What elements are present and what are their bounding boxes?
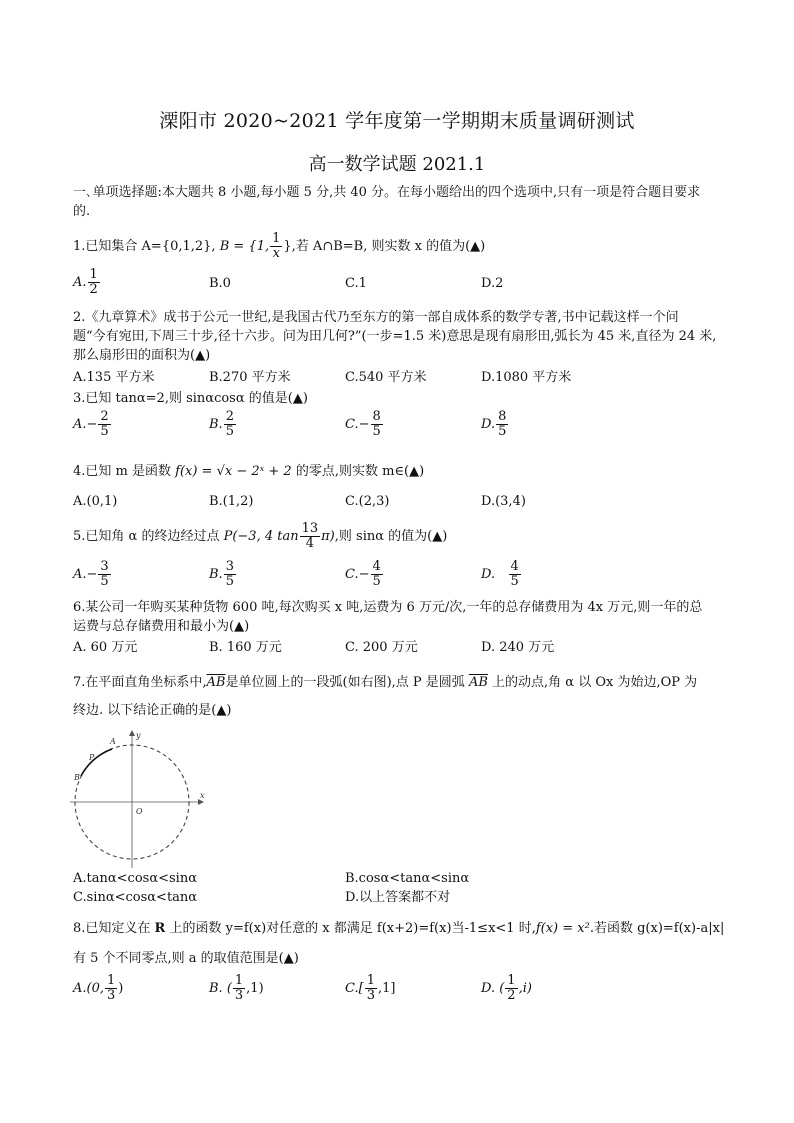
q8-option-d-num: 1 xyxy=(507,973,516,988)
q1-set-b-prefix: B = {1, xyxy=(219,239,270,254)
exam-title: 溧阳市 2020~2021 学年度第一学期期末质量调研测试 xyxy=(159,110,635,132)
q2-option-d[interactable]: D.1080 平方米 xyxy=(481,370,572,385)
q7-option-c[interactable]: C.sinα<cosα<tanα xyxy=(73,890,198,905)
q8-option-c-frac xyxy=(365,974,377,1003)
arc-ab xyxy=(81,749,112,776)
q8-option-d-den: 2 xyxy=(507,988,516,1003)
q3-option-a-frac xyxy=(98,410,110,439)
label-p: P xyxy=(89,753,95,762)
q5-option-c-label: C.− xyxy=(345,567,370,582)
section-intro-line2: 的. xyxy=(73,204,91,219)
q7-options-row2 xyxy=(73,890,733,920)
q8-option-a-den: 3 xyxy=(107,988,116,1003)
q6-option-a[interactable]: A. 60 万元 xyxy=(73,640,138,655)
q5-option-a-den: 5 xyxy=(100,574,109,589)
q5-point-pre: P(−3, 4 tan xyxy=(223,529,299,544)
q8-option-b-den: 3 xyxy=(234,988,244,1003)
q8-line1-b: 上的函数 y=f(x)对任意的 x 都满足 f(x+2)=f(x)当-1≤x<1 时, xyxy=(169,921,536,936)
q7-arc-ab-1: $\overline{AB}$ xyxy=(206,675,226,690)
q6-line1: 6.某公司一年购买某种货物 600 吨,每次购买 x 吨,运费为 6 万元/次,一年的总存储费用为 4x 万元,则一年的总 xyxy=(73,600,703,615)
q7-line1-c: 上的动点,角 α 以 Ox 为始边,OP 为 xyxy=(492,675,698,690)
q5-option-a-num: 3 xyxy=(100,559,109,574)
q3-option-a-den: 5 xyxy=(100,424,109,439)
q8-option-a-post: ) xyxy=(118,981,124,996)
q7-line1 xyxy=(73,675,697,691)
q2-line1: 2.《九章算术》成书于公元一世纪,是我国古代乃至东方的第一部自成体系的数学专著,书中记载这样一个问 xyxy=(73,310,679,325)
q1-option-b[interactable]: B.0 xyxy=(209,276,231,291)
q5-point-num: 13 xyxy=(301,521,319,536)
q8-option-a-num: 1 xyxy=(107,973,116,988)
q5-option-b[interactable] xyxy=(209,560,237,589)
q5-option-a-label: A.− xyxy=(73,567,98,582)
q2-line2: 题“今有宛田,下周三十步,径十六步。问为田几何?”(一步=1.5 米)意思是现有扇形田,弧长为 45 米,直径为 24 米, xyxy=(73,329,717,344)
q5-option-d-num: 4 xyxy=(510,559,519,574)
q2-option-c[interactable]: C.540 平方米 xyxy=(345,370,427,385)
q8-option-c-pre: C.[ xyxy=(345,981,364,996)
q8-option-b-frac xyxy=(233,974,245,1003)
q1-set-b-num: 1 xyxy=(272,231,281,246)
q3-option-d-den: 5 xyxy=(498,424,507,439)
q8-option-d[interactable] xyxy=(481,974,532,1003)
q5-option-a[interactable] xyxy=(73,560,112,589)
q1-stem-pre: 1.已知集合 A={0,1,2}, xyxy=(73,239,216,254)
q5-option-b-label: B. xyxy=(209,567,223,582)
q7-line1-b: 是单位圆上的一段弧(如右图),点 P 是圆弧 xyxy=(225,675,465,690)
q1-option-c[interactable]: C.1 xyxy=(345,276,367,291)
q5-option-c-den: 5 xyxy=(372,574,381,589)
q3-option-b-label: B. xyxy=(209,417,223,432)
q5-option-d-label: D. xyxy=(481,567,496,582)
q6-line2: 运费与总存储费用和最小为(▲) xyxy=(73,619,250,634)
q7-arc-ab-2: $\overline{AB}$ xyxy=(468,675,488,690)
q2-line3: 那么扇形田的面积为(▲) xyxy=(73,348,211,363)
q1-options xyxy=(73,268,733,298)
q3-option-a[interactable] xyxy=(73,410,112,439)
q8-line2: 有 5 个不同零点,则 a 的取值范围是(▲) xyxy=(73,951,299,966)
q2-option-b[interactable]: B.270 平方米 xyxy=(209,370,291,385)
q7-line2: 终边. 以下结论正确的是(▲) xyxy=(73,703,232,718)
q3-option-d-num: 8 xyxy=(498,409,507,424)
q8-option-b-num: 1 xyxy=(234,973,244,988)
q1-option-a-frac xyxy=(88,268,100,297)
q3-option-b-frac xyxy=(224,410,236,439)
label-y: y xyxy=(136,731,141,740)
q2-option-a[interactable]: A.135 平方米 xyxy=(73,370,155,385)
label-x: x xyxy=(200,791,205,800)
q1-option-a-num: 1 xyxy=(89,267,98,282)
q5-option-b-frac xyxy=(224,560,236,589)
q8-option-a-frac xyxy=(105,974,117,1003)
q1-set-b-den: x xyxy=(272,246,280,261)
q8-function: f(x) = x² xyxy=(535,921,590,936)
q8-option-b[interactable] xyxy=(209,974,264,1003)
q3-stem: 3.已知 tanα=2,则 sinαcosα 的值是(▲) xyxy=(73,391,308,406)
q1-option-a-label: A. xyxy=(73,275,87,290)
q3-option-d-frac xyxy=(496,410,508,439)
q1-stem xyxy=(73,232,485,261)
q8-line1 xyxy=(73,921,724,937)
q5-option-d-frac xyxy=(509,560,521,589)
q8-option-a[interactable] xyxy=(73,974,123,1003)
q3-options xyxy=(73,410,733,440)
q8-real-set: R xyxy=(154,921,166,936)
q5-stem-post: ,则 sinα 的值为(▲) xyxy=(334,529,448,544)
q8-option-d-post: ,i) xyxy=(518,981,532,996)
q1-option-a-den: 2 xyxy=(89,282,98,297)
q7-option-a[interactable]: A.tanα<cosα<sinα xyxy=(73,871,197,886)
q6-options xyxy=(73,640,733,670)
q5-option-c-frac xyxy=(371,560,383,589)
q4-stem-post: 的零点,则实数 m∈(▲) xyxy=(295,464,425,479)
q8-option-c-post: ,1] xyxy=(377,981,396,996)
q3-option-a-num: 2 xyxy=(100,409,109,424)
q3-option-d-label: D. xyxy=(481,417,496,432)
q3-option-c-label: C.− xyxy=(345,417,370,432)
q5-options xyxy=(73,560,733,590)
exam-subtitle: 高一数学试题 2021.1 xyxy=(308,154,486,175)
q8-options xyxy=(73,974,733,1004)
q3-option-c[interactable] xyxy=(345,410,384,439)
q3-option-c-frac xyxy=(371,410,383,439)
q5-option-d-den: 5 xyxy=(510,574,519,589)
q4-options xyxy=(73,494,733,524)
q7-unit-circle-figure xyxy=(70,728,210,868)
q5-option-b-den: 5 xyxy=(225,574,234,589)
q5-option-b-num: 3 xyxy=(225,559,234,574)
q6-option-b[interactable]: B. 160 万元 xyxy=(209,640,282,655)
q1-stem-mid: ,若 A∩B=B, 则实数 x 的值为(▲) xyxy=(291,239,486,254)
q4-option-d[interactable]: D.(3,4) xyxy=(481,494,526,509)
q5-point-frac xyxy=(300,522,321,551)
q7-option-d[interactable]: D.以上答案都不对 xyxy=(345,890,451,905)
q6-option-c[interactable]: C. 200 万元 xyxy=(345,640,418,655)
q1-set-b-suffix: } xyxy=(283,239,292,254)
q8-option-d-frac xyxy=(505,974,517,1003)
q3-option-c-den: 5 xyxy=(372,424,381,439)
q3-option-b[interactable] xyxy=(209,410,237,439)
q5-option-a-frac xyxy=(98,560,110,589)
q4-stem-pre: 4.已知 m 是函数 xyxy=(73,464,171,479)
q8-option-b-pre: B. ( xyxy=(209,981,232,996)
q3-option-c-num: 8 xyxy=(372,409,381,424)
q8-option-c-den: 3 xyxy=(366,988,375,1003)
label-b: B xyxy=(74,773,80,782)
q5-option-c[interactable] xyxy=(345,560,384,589)
q8-option-c[interactable] xyxy=(345,974,395,1003)
q7-option-b[interactable]: B.cosα<tanα<sinα xyxy=(345,871,470,886)
q8-option-a-pre: A.(0, xyxy=(73,981,104,996)
q5-option-d[interactable] xyxy=(481,560,522,589)
q4-option-a[interactable]: A.(0,1) xyxy=(73,494,118,509)
q1-set-b-frac xyxy=(270,232,282,261)
q8-option-b-post: ,1) xyxy=(246,981,264,996)
q5-point-den: 4 xyxy=(305,536,314,551)
q4-stem xyxy=(73,464,424,480)
q5-point-post: π) xyxy=(321,529,335,544)
q4-option-c[interactable]: C.(2,3) xyxy=(345,494,390,509)
q1-option-a[interactable] xyxy=(73,268,101,297)
q5-stem-pre: 5.已知角 α 的终边经过点 xyxy=(73,529,220,544)
q8-line1-a: 8.已知定义在 xyxy=(73,921,151,936)
q3-option-b-den: 5 xyxy=(225,424,234,439)
q7-unit-circle-svg xyxy=(70,728,210,868)
q3-option-a-label: A.− xyxy=(73,417,98,432)
label-a: A xyxy=(110,737,116,746)
q4-option-b[interactable]: B.(1,2) xyxy=(209,494,254,509)
q5-option-c-num: 4 xyxy=(372,559,381,574)
q1-option-d[interactable]: D.2 xyxy=(481,276,504,291)
q5-stem xyxy=(73,522,447,551)
q8-line1-c: .若函数 g(x)=f(x)-a|x| xyxy=(589,921,725,936)
label-origin: O xyxy=(136,807,143,816)
y-axis-arrow xyxy=(129,730,135,736)
q3-option-b-num: 2 xyxy=(225,409,234,424)
q7-line1-a: 7.在平面直角坐标系中, xyxy=(73,675,207,690)
q6-option-d[interactable]: D. 240 万元 xyxy=(481,640,555,655)
q4-function: f(x) = √x − 2ˣ + 2 xyxy=(175,464,292,479)
q8-option-c-num: 1 xyxy=(366,973,375,988)
q8-option-d-pre: D. ( xyxy=(481,981,505,996)
q3-option-d[interactable] xyxy=(481,410,509,439)
section-intro-line1: 一､单项选择题:本大题共 8 小题,每小题 5 分,共 40 分。在每小题给出的四个选项中,只有一项是符合题目要求 xyxy=(73,185,701,200)
